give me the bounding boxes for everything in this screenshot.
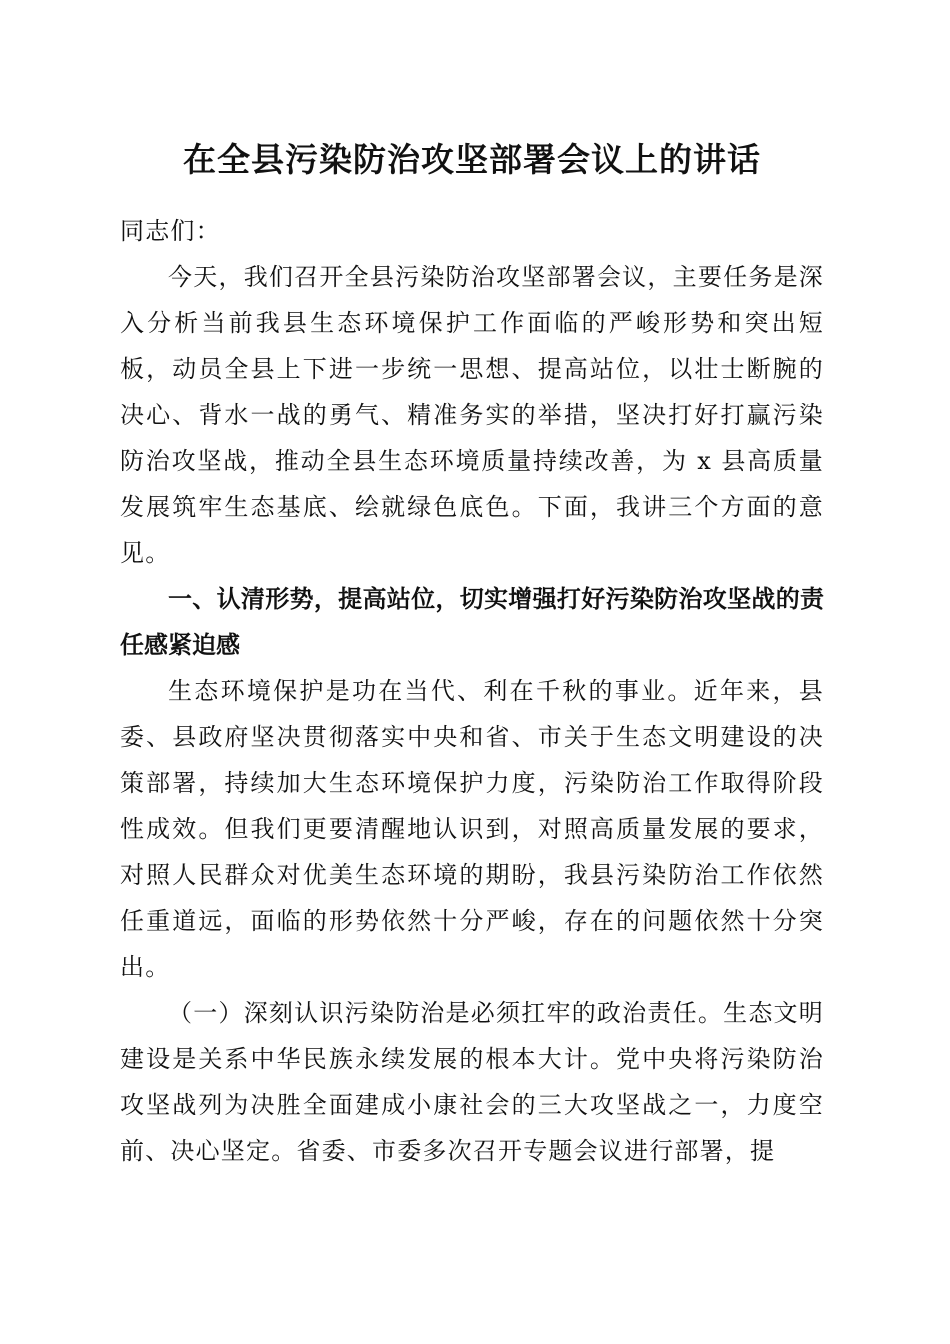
subsection-1-lead: （一）深刻认识污染防治是必须扛牢的政治责任。 xyxy=(168,999,724,1027)
subsection-1-paragraph xyxy=(120,990,824,1174)
section-1-heading: 一、认清形势，提高站位，切实增强打好污染防治攻坚战的责任感紧迫感 xyxy=(120,585,824,659)
salutation: 同志们： xyxy=(120,217,221,245)
document-title: 在全县污染防治攻坚部署会议上的讲话 xyxy=(183,140,761,179)
intro-paragraph: 今天，我们召开全县污染防治攻坚部署会议，主要任务是深入分析当前我县生态环境保护工作面临的严峻形势和突出短板，动员全县上下进一步统一思想、提高站位，以壮士断腕的决心、背水一战的勇气、精准务实的举措，坚决打好打赢污染防治攻坚战，推动全县生态环境质量持续改善，为 x 县高质量发展筑牢生态基底、绘就绿色底色。下面，我讲三个方面的意见。 xyxy=(120,263,824,567)
subsection-1-body: 生态文明建设是关系中华民族永续发展的根本大计。党中央将污染防治攻坚战列为决胜全面建成小康社会的三大攻坚战之一，力度空前、决心坚定。省委、市委多次召开专题会议进行部署，提 xyxy=(120,999,824,1165)
document-page xyxy=(120,128,824,1174)
section-1-paragraph: 生态环境保护是功在当代、利在千秋的事业。近年来，县委、县政府坚决贯彻落实中央和省、市关于生态文明建设的决策部署，持续加大生态环境保护力度，污染防治工作取得阶段性成效。但我们更要清醒地认识到，对照高质量发展的要求，对照人民群众对优美生态环境的期盼，我县污染防治工作依然任重道远，面临的形势依然十分严峻，存在的问题依然十分突出。 xyxy=(120,677,824,981)
